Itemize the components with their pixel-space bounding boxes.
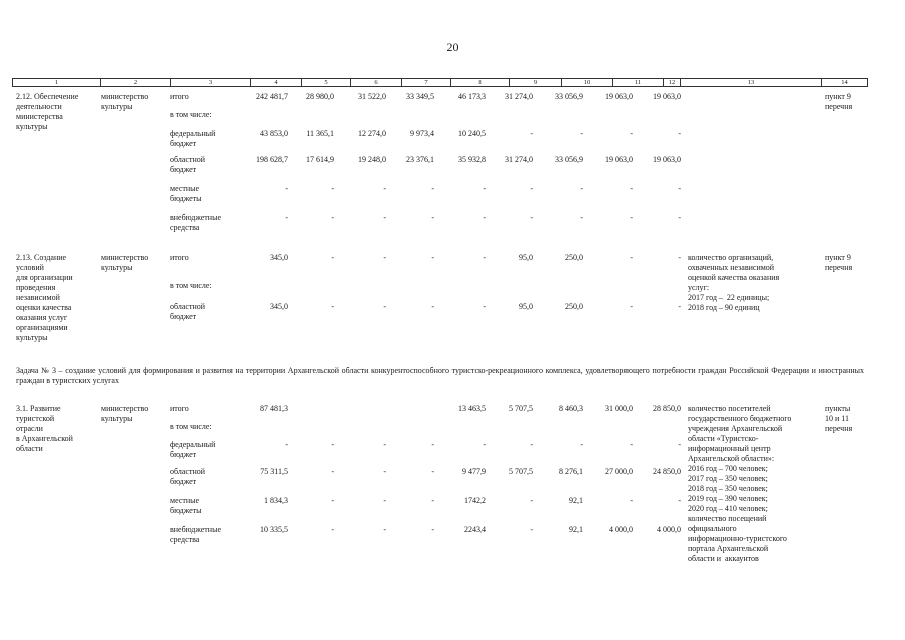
amount-cell: - <box>331 525 334 534</box>
amount-cell: 75 311,5 <box>260 467 288 476</box>
amount-cell: 31 000,0 <box>605 404 633 413</box>
task-3-heading: Задача № 3 – создание условий для формирования и развития на территории Архангельской области конкурентоспособного туристско-рекреационного комплекса, удовлетворяющего потребности граждан Российской Федерации и иностранных граждан в туристских услугах <box>16 366 864 385</box>
amount-cell: - <box>483 302 486 311</box>
header-col-2: 2 <box>101 78 171 87</box>
amount-cell: 8 276,1 <box>559 467 583 476</box>
amount-cell: 4 000,0 <box>657 525 681 534</box>
funding-source-label: в том числе: <box>170 422 212 431</box>
amount-cell: 92,1 <box>569 525 583 534</box>
amount-cell: - <box>580 129 583 138</box>
amount-cell: 46 173,3 <box>458 92 486 101</box>
amount-cell: 10 240,5 <box>458 129 486 138</box>
amount-cell: 33 056,9 <box>555 92 583 101</box>
section-name: 2.13. Создание условий для организации проведения независимой оценки качества оказания услуг организациями культуры <box>16 253 73 342</box>
header-col-3: 3 <box>171 78 251 87</box>
funding-source-label: в том числе: <box>170 281 212 290</box>
amount-cell: - <box>331 302 334 311</box>
amount-cell: - <box>285 440 288 449</box>
amount-cell: - <box>630 253 633 262</box>
amount-cell: - <box>331 213 334 222</box>
amount-cell: - <box>383 525 386 534</box>
amount-cell: - <box>431 253 434 262</box>
amount-cell: 33 349,5 <box>406 92 434 101</box>
amount-cell: - <box>630 213 633 222</box>
funding-source-label: внебюджетные средства <box>170 525 221 544</box>
funding-source-label: внебюджетные средства <box>170 213 221 232</box>
amount-cell: - <box>530 525 533 534</box>
funding-source-label: итого <box>170 404 189 413</box>
amount-cell: - <box>383 496 386 505</box>
amount-cell: 95,0 <box>519 302 533 311</box>
amount-cell: - <box>331 184 334 193</box>
header-col-11: 11 <box>613 78 664 87</box>
amount-cell: 250,0 <box>565 302 583 311</box>
section-executor: министерство культуры <box>101 253 149 272</box>
amount-cell: 19 063,0 <box>653 155 681 164</box>
funding-source-label: областной бюджет <box>170 155 206 174</box>
amount-cell: 250,0 <box>565 253 583 262</box>
amount-cell: - <box>678 253 681 262</box>
amount-cell: - <box>530 496 533 505</box>
amount-cell: - <box>285 213 288 222</box>
funding-source-label: местные бюджеты <box>170 496 202 515</box>
amount-cell: - <box>383 213 386 222</box>
amount-cell: 19 063,0 <box>605 155 633 164</box>
amount-cell: - <box>431 496 434 505</box>
amount-cell: - <box>383 302 386 311</box>
header-col-5: 5 <box>302 78 351 87</box>
list-reference: пункт 9 перечня <box>825 92 853 111</box>
funding-source-label: итого <box>170 92 189 101</box>
amount-cell: - <box>530 129 533 138</box>
funding-source-label: итого <box>170 253 189 262</box>
amount-cell: - <box>431 302 434 311</box>
amount-cell: 28 850,0 <box>653 404 681 413</box>
amount-cell: - <box>431 525 434 534</box>
amount-cell: - <box>630 184 633 193</box>
amount-cell: 5 707,5 <box>509 467 533 476</box>
amount-cell: - <box>383 253 386 262</box>
amount-cell: - <box>678 440 681 449</box>
amount-cell: - <box>678 129 681 138</box>
amount-cell: - <box>678 302 681 311</box>
page-number: 20 <box>446 40 459 54</box>
amount-cell: - <box>630 496 633 505</box>
section-executor: министерство культуры <box>101 92 149 111</box>
amount-cell: - <box>431 213 434 222</box>
amount-cell: - <box>530 213 533 222</box>
amount-cell: - <box>630 129 633 138</box>
amount-cell: 24 850,0 <box>653 467 681 476</box>
amount-cell: 242 481,7 <box>256 92 288 101</box>
funding-source-label: областной бюджет <box>170 467 206 486</box>
amount-cell: 9 973,4 <box>410 129 434 138</box>
amount-cell: 4 000,0 <box>609 525 633 534</box>
amount-cell: - <box>678 213 681 222</box>
amount-cell: 345,0 <box>270 253 288 262</box>
header-col-1: 1 <box>13 78 101 87</box>
amount-cell: 9 477,9 <box>462 467 486 476</box>
amount-cell: - <box>285 184 288 193</box>
header-col-9: 9 <box>510 78 562 87</box>
amount-cell: - <box>580 213 583 222</box>
header-col-8: 8 <box>451 78 510 87</box>
section-name: 2.12. Обеспечение деятельности министерства культуры <box>16 92 79 131</box>
expected-result: количество посетителей государственного бюджетного учреждения Архангельской области «Туристско- информационный центр Архангельской области»: 2016 год – 700 человек; 2017 год – 350 человек; 2018 год – 350 человек; 2019 год – 390 человек; 2020 год – 410 человек; количество посещений официального информационно-туристского портала Архангельской области и аккаунтов <box>688 404 792 563</box>
amount-cell: 198 628,7 <box>256 155 288 164</box>
amount-cell: 28 980,0 <box>306 92 334 101</box>
header-col-6: 6 <box>351 78 402 87</box>
amount-cell: - <box>530 184 533 193</box>
amount-cell: 1 834,3 <box>264 496 288 505</box>
amount-cell: - <box>630 440 633 449</box>
funding-source-label: областной бюджет <box>170 302 206 321</box>
header-col-14: 14 <box>822 78 868 87</box>
amount-cell: 31 274,0 <box>505 155 533 164</box>
amount-cell: - <box>431 184 434 193</box>
amount-cell: 13 463,5 <box>458 404 486 413</box>
amount-cell: - <box>331 467 334 476</box>
amount-cell: - <box>580 184 583 193</box>
funding-source-label: федеральный бюджет <box>170 129 216 148</box>
amount-cell: 87 481,3 <box>260 404 288 413</box>
amount-cell: - <box>383 440 386 449</box>
header-col-4: 4 <box>251 78 302 87</box>
amount-cell: 5 707,5 <box>509 404 533 413</box>
table-header-row <box>12 78 868 87</box>
amount-cell: 12 274,0 <box>358 129 386 138</box>
amount-cell: 31 522,0 <box>358 92 386 101</box>
list-reference: пункт 9 перечня <box>825 253 853 272</box>
amount-cell: 19 248,0 <box>358 155 386 164</box>
header-col-13: 13 <box>681 78 822 87</box>
amount-cell: 10 335,5 <box>260 525 288 534</box>
amount-cell: 19 063,0 <box>653 92 681 101</box>
amount-cell: 33 056,9 <box>555 155 583 164</box>
amount-cell: 43 853,0 <box>260 129 288 138</box>
amount-cell: 17 614,9 <box>306 155 334 164</box>
amount-cell: - <box>483 440 486 449</box>
amount-cell: 19 063,0 <box>605 92 633 101</box>
funding-source-label: местные бюджеты <box>170 184 202 203</box>
amount-cell: - <box>530 440 533 449</box>
header-col-10: 10 <box>562 78 613 87</box>
amount-cell: 95,0 <box>519 253 533 262</box>
amount-cell: - <box>431 467 434 476</box>
section-name: 3.1. Развитие туристской отрасли в Архангельской области <box>16 404 73 453</box>
amount-cell: - <box>431 440 434 449</box>
header-col-7: 7 <box>402 78 451 87</box>
amount-cell: - <box>483 213 486 222</box>
amount-cell: 31 274,0 <box>505 92 533 101</box>
amount-cell: - <box>383 184 386 193</box>
amount-cell: - <box>483 253 486 262</box>
amount-cell: - <box>331 496 334 505</box>
amount-cell: 2243,4 <box>464 525 486 534</box>
amount-cell: - <box>483 184 486 193</box>
amount-cell: 35 932,8 <box>458 155 486 164</box>
amount-cell: 23 376,1 <box>406 155 434 164</box>
list-reference: пункты 10 и 11 перечня <box>825 404 853 433</box>
amount-cell: 92,1 <box>569 496 583 505</box>
amount-cell: 345,0 <box>270 302 288 311</box>
section-executor: министерство культуры <box>101 404 149 423</box>
amount-cell: 1742,2 <box>464 496 486 505</box>
amount-cell: 11 365,1 <box>306 129 334 138</box>
amount-cell: - <box>580 440 583 449</box>
header-col-12: 12 <box>664 78 681 87</box>
funding-source-label: в том числе: <box>170 110 212 119</box>
expected-result: количество организаций, охваченных независимой оценкой качества оказания услуг: 2017 год – 22 единицы; 2018 год – 90 единиц <box>688 253 780 312</box>
amount-cell: - <box>678 496 681 505</box>
amount-cell: - <box>678 184 681 193</box>
amount-cell: - <box>331 440 334 449</box>
funding-source-label: федеральный бюджет <box>170 440 216 459</box>
amount-cell: - <box>630 302 633 311</box>
amount-cell: 27 000,0 <box>605 467 633 476</box>
amount-cell: - <box>331 253 334 262</box>
amount-cell: - <box>383 467 386 476</box>
amount-cell: 8 460,3 <box>559 404 583 413</box>
